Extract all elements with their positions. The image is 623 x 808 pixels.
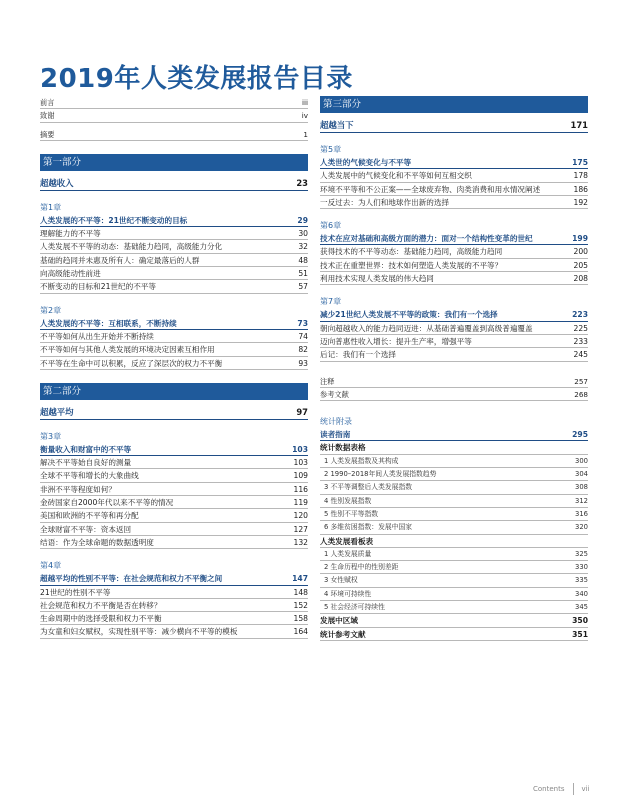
toc-label: 统计参考文献 (320, 629, 366, 639)
toc-row[interactable] (320, 348, 588, 361)
toc-label: 人类发展不平等的动态：基础能力趋同，高级能力分化 (40, 242, 223, 252)
chapter-heading-row[interactable] (40, 443, 308, 456)
toc-label: 衡量收入和财富中的不平等 (40, 444, 132, 454)
toc-page: 51 (298, 269, 308, 279)
toc-page: 308 (575, 483, 588, 492)
toc-row[interactable] (40, 254, 308, 267)
toc-row[interactable] (40, 456, 308, 469)
toc-row[interactable] (320, 521, 588, 534)
toc-page: 164 (293, 627, 308, 637)
toc-label: 6 多维贫困指数：发展中国家 (324, 523, 413, 532)
toc-page: 178 (573, 171, 588, 181)
footer-page-number: vii (581, 785, 590, 793)
toc-label: 4 环境可持续性 (324, 589, 372, 598)
page-footer (533, 783, 590, 795)
part-heading[interactable] (40, 176, 308, 191)
toc-page: 192 (573, 197, 588, 207)
toc-label: 人类发展的不平等：互相联系，不断持续 (40, 318, 177, 328)
toc-label: 5 社会经济可持续性 (324, 603, 385, 612)
toc-page: 152 (293, 600, 308, 610)
toc-label: 全球不平等和增长的大象曲线 (40, 471, 139, 481)
toc-row[interactable] (320, 245, 588, 258)
toc-row[interactable] (40, 536, 308, 549)
toc-label: 利用技术实现人类发展的伟大趋同 (320, 274, 434, 284)
toc-label: 不断变动的目标和21世纪的不平等 (40, 282, 156, 292)
chapter-heading-row[interactable] (320, 308, 588, 321)
toc-label: 5 性别不平等指数 (324, 509, 379, 518)
chapter-title: 第1章 (40, 202, 62, 212)
toc-page: 103 (292, 444, 308, 454)
toc-row[interactable] (320, 375, 588, 388)
toc-label: 2 1990–2018年间人类发展指数趋势 (324, 470, 437, 479)
toc-page: 116 (293, 484, 308, 494)
toc-label: 1 人类发展指数及其构成 (324, 456, 399, 465)
toc-row[interactable] (320, 272, 588, 285)
toc-row[interactable] (320, 561, 588, 574)
toc-row[interactable] (320, 481, 588, 494)
toc-page: 171 (570, 120, 588, 130)
toc-label: 4 性别发展指数 (324, 496, 372, 505)
toc-row[interactable] (320, 614, 588, 627)
toc-page: 158 (293, 614, 308, 624)
toc-row[interactable] (320, 455, 588, 468)
toc-label: 一反过去：为人们和地球作出新的选择 (320, 197, 450, 207)
toc-page: 345 (575, 603, 588, 612)
toc-label: 向高级能动性前进 (40, 269, 101, 279)
statistical-annex-title: 统计附录 (320, 417, 352, 427)
toc-page: 74 (298, 331, 308, 341)
toc-page: 57 (298, 282, 308, 292)
toc-page: 175 (572, 158, 588, 167)
toc-page: 351 (572, 629, 588, 639)
toc-row[interactable] (40, 625, 308, 638)
toc-label: 后记：我们有一个选择 (320, 350, 396, 360)
toc-page: 233 (573, 336, 588, 346)
toc-row[interactable] (320, 196, 588, 209)
toc-label: 美国和欧洲的不平等和再分配 (40, 511, 139, 521)
part-one-banner: 第一部分 (40, 154, 308, 171)
toc-label: 发展中区域 (320, 616, 358, 626)
toc-left-column (40, 96, 308, 639)
toc-page: 300 (575, 456, 588, 465)
toc-row[interactable] (40, 599, 308, 612)
toc-row[interactable] (40, 612, 308, 625)
subsection-heading (320, 535, 588, 548)
toc-label: 不平等如何从出生开始并不断持续 (40, 331, 154, 341)
toc-page: 186 (573, 184, 588, 194)
toc-label: 2 生命历程中的性别差距 (324, 563, 399, 572)
toc-page: 223 (572, 310, 588, 320)
toc-row[interactable] (320, 588, 588, 601)
toc-label: 迈向普惠性收入增长：提升生产率，增强平等 (320, 336, 472, 346)
toc-page: 325 (575, 549, 588, 558)
toc-row[interactable] (320, 495, 588, 508)
chapter-title: 第2章 (40, 305, 62, 315)
toc-label: 解决不平等始自良好的测量 (40, 458, 132, 468)
chapter-title: 第3章 (40, 431, 62, 441)
toc-page: 120 (293, 511, 308, 521)
toc-label: 3 不平等调整后人类发展指数 (324, 483, 413, 492)
toc-row[interactable] (320, 335, 588, 348)
toc-label: 技术在应对基础和高级方面的潜力：面对一个结构性变革的世纪 (320, 234, 533, 244)
toc-row[interactable] (40, 280, 308, 293)
toc-page: 320 (575, 523, 588, 532)
toc-page: 335 (575, 576, 588, 585)
toc-page: 127 (293, 524, 308, 534)
toc-page: 148 (293, 587, 308, 597)
toc-label: 理解能力的不平等 (40, 229, 101, 239)
chapter-heading-row[interactable] (40, 214, 308, 227)
toc-page: 304 (575, 470, 588, 479)
toc-label: 1 人类发展质量 (324, 549, 372, 558)
toc-row[interactable] (320, 259, 588, 272)
toc-row[interactable] (40, 330, 308, 343)
toc-page: 208 (573, 274, 588, 284)
toc-label: 超越收入 (40, 177, 74, 188)
chapter-heading-row[interactable] (40, 572, 308, 585)
subsection-heading (320, 441, 588, 454)
toc-row[interactable] (40, 483, 308, 496)
toc-label: 朝向超越收入的能力趋同迈进：从基础普遍覆盖到高级普遍覆盖 (320, 323, 533, 333)
chapter-heading-row[interactable] (320, 156, 588, 169)
toc-label: 致谢 (40, 111, 55, 121)
toc-row[interactable] (40, 523, 308, 536)
toc-label: 超越平均 (40, 406, 74, 417)
toc-row[interactable] (320, 468, 588, 481)
toc-label: 注释 (320, 376, 335, 386)
toc-row[interactable] (320, 183, 588, 196)
toc-page: 225 (573, 323, 588, 333)
toc-page: 257 (574, 376, 588, 386)
chapter-heading-row[interactable] (320, 232, 588, 245)
toc-row[interactable] (40, 128, 308, 141)
chapter-title: 第5章 (320, 145, 342, 154)
toc-label: 读者指南 (320, 430, 351, 440)
toc-row[interactable] (40, 357, 308, 370)
toc-page: iii (302, 98, 308, 107)
toc-label: 不平等在生命中可以积累，反应了深层次的权力不平衡 (40, 358, 223, 368)
toc-page: 73 (297, 318, 308, 328)
toc-label: 参考文献 (320, 389, 349, 399)
toc-page: 268 (574, 389, 588, 399)
toc-label: 21世纪的性别不平等 (40, 587, 111, 597)
toc-label: 摘要 (40, 129, 55, 139)
toc-page: 1 (303, 129, 308, 139)
toc-row[interactable] (320, 428, 588, 441)
toc-label: 结语：作为全球命题的数据透明度 (40, 537, 154, 547)
toc-page: 103 (293, 458, 308, 468)
toc-label: 为女童和妇女赋权，实现性别平等：减少横向不平等的模板 (40, 627, 238, 637)
toc-row[interactable] (320, 322, 588, 335)
toc-label: 超越平均的性别不平等：在社会规范和权力不平衡之间 (40, 574, 223, 584)
toc-page: 93 (298, 358, 308, 368)
toc-label: 非洲不平等程度如何？ (40, 484, 116, 494)
toc-page: iv (301, 111, 308, 121)
toc-right-column (320, 96, 588, 641)
toc-row[interactable] (40, 267, 308, 280)
toc-page: 316 (575, 509, 588, 518)
toc-row[interactable] (40, 496, 308, 509)
toc-row[interactable] (40, 469, 308, 482)
toc-label: 统计数据表格 (320, 443, 366, 453)
toc-page: 30 (298, 229, 308, 239)
toc-row[interactable] (320, 601, 588, 614)
toc-row[interactable] (320, 508, 588, 521)
toc-label: 不平等如何与其他人类发展的环境决定因素互相作用 (40, 345, 215, 355)
part-three-banner: 第三部分 (320, 96, 588, 113)
toc-page: 312 (575, 496, 588, 505)
toc-page: 23 (296, 177, 308, 188)
toc-label: 3 女性赋权 (324, 576, 358, 585)
toc-row[interactable] (40, 343, 308, 356)
toc-label: 基础的趋同并未惠及所有人：确定最落后的人群 (40, 255, 200, 265)
part-heading[interactable] (320, 118, 588, 133)
toc-page: 29 (297, 215, 308, 225)
page-title: 2019年人类发展报告目录 (40, 64, 353, 94)
toc-page: 147 (292, 574, 308, 584)
toc-page: 245 (573, 350, 588, 360)
toc-label: 全球财富不平等：资本返回 (40, 524, 132, 534)
toc-row[interactable] (40, 96, 308, 109)
part-two-banner: 第二部分 (40, 383, 308, 400)
toc-label: 金砖国家自2000年代以来不平等的情况 (40, 498, 174, 508)
toc-page: 132 (293, 537, 308, 547)
toc-label: 生命周期中的选择受限和权力不平衡 (40, 614, 162, 624)
part-heading[interactable] (40, 405, 308, 420)
toc-row[interactable] (320, 169, 588, 182)
chapter-heading-row[interactable] (40, 317, 308, 330)
toc-page: 330 (575, 563, 588, 572)
toc-row[interactable] (320, 548, 588, 561)
toc-row[interactable] (40, 240, 308, 253)
footer-divider (573, 783, 574, 795)
toc-page: 295 (572, 430, 588, 440)
toc-label: 人类发展中的气候变化和不平等如何互相交织 (320, 171, 472, 181)
toc-page: 97 (296, 406, 308, 417)
toc-page: 350 (572, 616, 588, 626)
toc-label: 超越当下 (320, 120, 354, 130)
chapter-title: 第7章 (320, 297, 342, 307)
chapter-title: 第6章 (320, 221, 342, 231)
chapter-title: 第4章 (40, 561, 62, 571)
toc-row[interactable] (40, 509, 308, 522)
toc-label: 前言 (40, 98, 55, 107)
toc-label: 技术正在重塑世界：技术如何塑造人类发展的不平等？ (320, 260, 503, 270)
toc-label: 人类发展看板表 (320, 536, 374, 546)
toc-page: 82 (298, 345, 308, 355)
footer-section: Contents (533, 785, 565, 793)
toc-row[interactable] (320, 628, 588, 641)
toc-row[interactable] (320, 388, 588, 401)
toc-label: 社会规范和权力不平衡是否在转移？ (40, 600, 162, 610)
toc-row[interactable] (40, 109, 308, 122)
toc-label: 人类世的气候变化与不平等 (320, 158, 412, 167)
toc-page: 200 (573, 247, 588, 257)
toc-page: 119 (293, 498, 308, 508)
toc-row[interactable] (40, 227, 308, 240)
toc-page: 32 (298, 242, 308, 252)
toc-page: 340 (575, 589, 588, 598)
toc-page: 199 (572, 234, 588, 244)
toc-page: 48 (298, 255, 308, 265)
toc-label: 减少21世纪人类发展不平等的政策：我们有一个选择 (320, 310, 498, 320)
toc-page: 205 (573, 260, 588, 270)
toc-label: 环境不平等和不公正案——全球废弃物、肉类消费和用水情况阐述 (320, 184, 541, 194)
toc-label: 人类发展的不平等：21世纪不断变动的目标 (40, 215, 188, 225)
toc-page: 109 (293, 471, 308, 481)
toc-label: 获得技术的不平等动态：基础能力趋同，高级能力趋同 (320, 247, 503, 257)
toc-row[interactable] (40, 586, 308, 599)
toc-row[interactable] (320, 574, 588, 587)
